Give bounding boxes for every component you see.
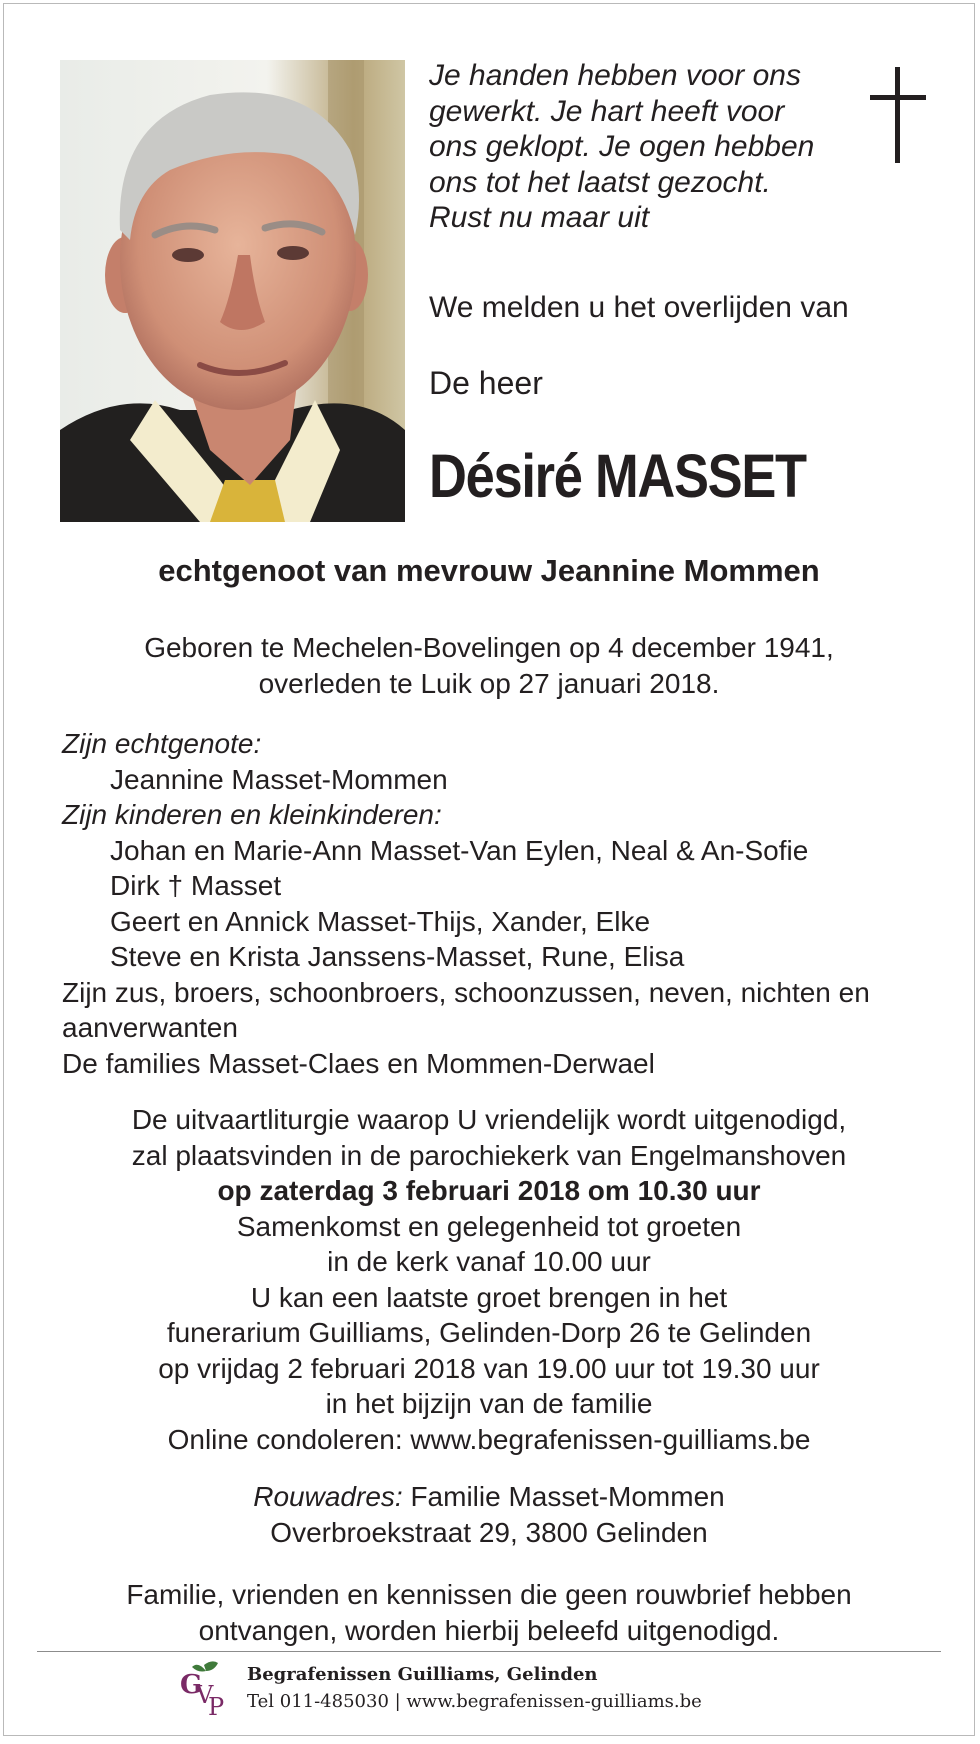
- spouse-line: echtgenoot van mevrouw Jeannine Mommen: [158, 553, 820, 588]
- address-street: Overbroekstraat 29, 3800 Gelinden: [270, 1516, 708, 1548]
- honorific: De heer: [429, 365, 543, 401]
- ceremony-line: U kan een laatste groet brengen in het: [250, 1281, 728, 1313]
- footer-divider: [37, 1651, 941, 1652]
- funeral-home-contact: Tel 011-485030 | www.begrafenissen-guilliams.be: [247, 1691, 702, 1712]
- ceremony-line: zal plaatsvinden in de parochiekerk van Engelmanshoven: [131, 1139, 847, 1171]
- funeral-home-name: Begrafenissen Guilliams, Gelinden: [247, 1664, 598, 1685]
- ceremony-line: in het bijzijn van de familie: [325, 1388, 653, 1419]
- address-family: Familie Masset-Mommen: [410, 1481, 725, 1512]
- ceremony-line: funerarium Guilliams, Gelinden-Dorp 26 te Gelinden: [166, 1317, 812, 1348]
- obituary-card: [3, 3, 975, 1736]
- poem-line: gewerkt. Je hart heeft voor: [429, 94, 785, 128]
- child-entry: Geert en Annick Masset-Thijs, Xander, Elke: [110, 905, 651, 937]
- svg-text:V: V: [196, 1681, 214, 1709]
- poem-line: Rust nu maar uit: [429, 201, 650, 234]
- ceremony-line: Samenkomst en gelegenheid tot groeten: [236, 1210, 742, 1242]
- siblings-line: Zijn zus, broers, schoonbroers, schoonzussen, neven, nichten en aanverwanten: [62, 976, 870, 1043]
- families-line: De families Masset-Claes en Mommen-Derwael: [62, 1047, 655, 1079]
- ceremony-info: [4, 1102, 974, 1457]
- birth-death-info: [4, 630, 974, 701]
- svg-text:P: P: [208, 1693, 225, 1719]
- child-entry: Johan en Marie-Ann Masset-Van Eylen, Neal & An-Sofie: [110, 834, 809, 866]
- invitation-note: [4, 1577, 974, 1648]
- child-entry: Dirk † Masset: [110, 870, 282, 901]
- note-line: ontvangen, worden hierbij beleefd uitgenodigd.: [198, 1614, 780, 1646]
- note-line: Familie, vrienden en kennissen die geen rouwbrief hebben: [126, 1579, 852, 1610]
- deceased-name: Désiré MASSET: [429, 442, 806, 510]
- portrait-photo: [60, 60, 405, 522]
- svg-text:G: G: [180, 1670, 203, 1700]
- children-header: Zijn kinderen en kleinkinderen:: [62, 799, 442, 830]
- family-list: [62, 726, 932, 1081]
- ceremony-date: op zaterdag 3 februari 2018 om 10.30 uur: [217, 1175, 761, 1206]
- birth-line: Geboren te Mechelen-Bovelingen op 4 december 1941,: [144, 632, 834, 663]
- poem-line: ons geklopt. Je ogen hebben: [429, 130, 815, 163]
- poem: [429, 58, 814, 236]
- cross-icon: [870, 67, 926, 163]
- spouse-name: Jeannine Masset-Mommen: [110, 763, 448, 795]
- child-entry: Steve en Krista Janssens-Masset, Rune, Elisa: [110, 941, 685, 972]
- funeral-home-logo-icon: [178, 1659, 234, 1719]
- poem-line: Je handen hebben voor ons: [429, 59, 801, 92]
- portrait-illustration: [60, 60, 405, 522]
- spouse-header: Zijn echtgenote:: [62, 728, 262, 759]
- poem-line: ons tot het laatst gezocht.: [429, 165, 771, 199]
- death-line: overleden te Luik op 27 januari 2018.: [258, 667, 720, 699]
- ceremony-line: in de kerk vanaf 10.00 uur: [327, 1246, 651, 1277]
- ceremony-line: De uitvaartliturgie waarop U vriendelijk wordt uitgenodigd,: [131, 1104, 847, 1135]
- ceremony-line: op vrijdag 2 februari 2018 van 19.00 uur tot 19.30 uur: [158, 1352, 820, 1384]
- announcement-intro: We melden u het overlijden van: [429, 291, 849, 324]
- mourning-address: [4, 1479, 974, 1550]
- condolence-line: Online condoleren: www.begrafenissen-guilliams.be: [167, 1423, 811, 1455]
- address-label: Rouwadres:: [253, 1481, 403, 1512]
